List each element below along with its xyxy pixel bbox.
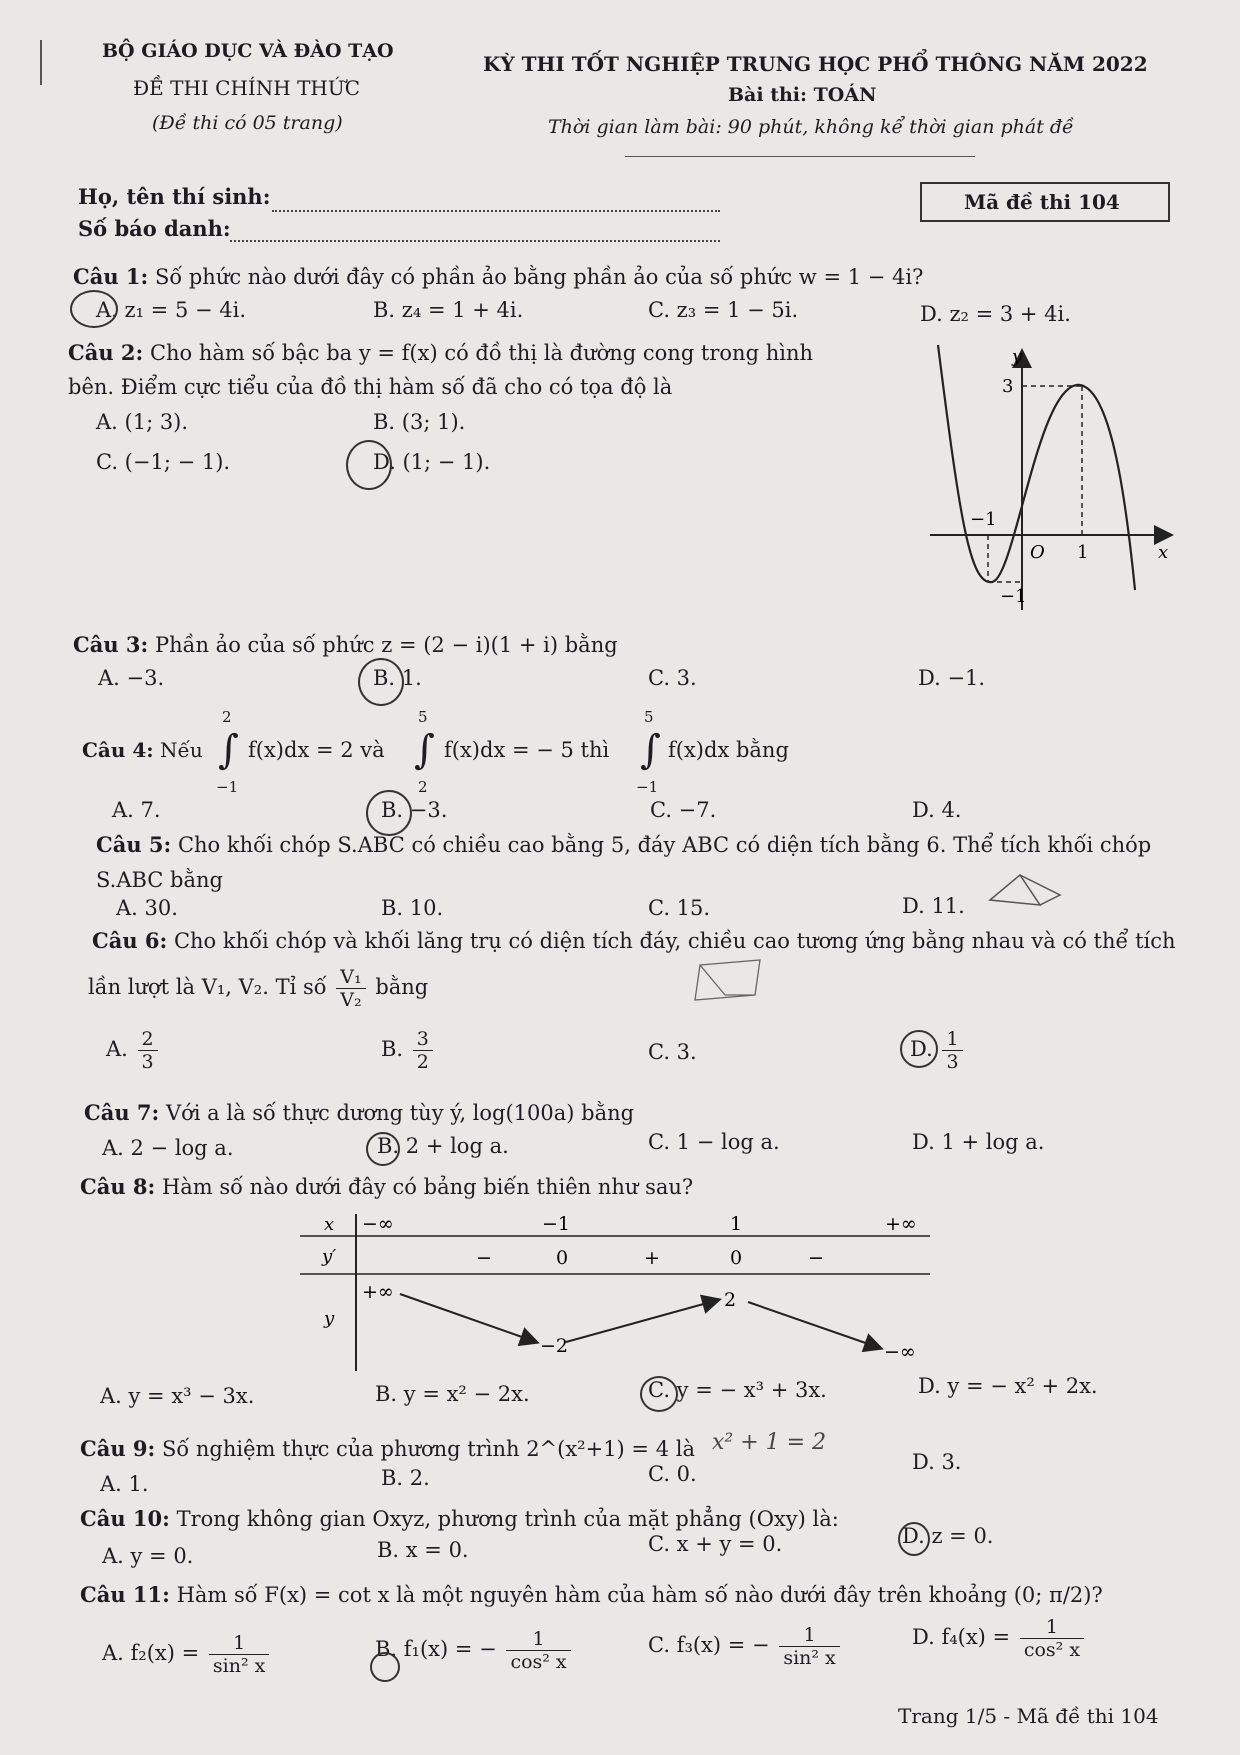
- q11-option-c[interactable]: [648, 1624, 843, 1669]
- q11-option-b[interactable]: [375, 1628, 574, 1673]
- q11-c-pre: C. f₃(x) = −: [648, 1633, 770, 1657]
- q8-variation-table: [300, 1206, 940, 1376]
- q4-answer-mark: [366, 790, 412, 836]
- q5-label: Câu 5:: [96, 832, 172, 857]
- graph-origin: O: [1030, 542, 1045, 563]
- q6-a-num: 2: [138, 1028, 158, 1051]
- q1-option-b[interactable]: B. z₄ = 1 + 4i.: [373, 298, 524, 322]
- q11-a-num: 1: [209, 1632, 269, 1655]
- q5-line2: S.ABC bằng: [96, 868, 223, 892]
- candidate-id-label: Số báo danh:: [78, 216, 231, 241]
- q6-b-frac: [413, 1028, 433, 1073]
- q10-text-row: [80, 1506, 839, 1531]
- graph-tick-minus1-y: −1: [1000, 586, 1027, 607]
- table-y-0: +∞: [362, 1281, 394, 1303]
- table-yp-2: +: [644, 1247, 660, 1269]
- q11-d-pre: D. f₄(x) =: [912, 1625, 1011, 1649]
- q5-line1: [96, 832, 1151, 857]
- q6-a-den: 3: [141, 1051, 154, 1073]
- graph-y-label: y: [1012, 346, 1023, 367]
- q2-answer-mark: [346, 440, 392, 490]
- q7-answer-mark: [366, 1132, 400, 1166]
- table-y-1: −2: [540, 1335, 569, 1357]
- q9-label: Câu 9:: [80, 1436, 156, 1461]
- q4-label: Câu 4:: [82, 738, 154, 762]
- q6-text-2: lần lượt là V₁, V₂. Tỉ số: [88, 975, 327, 999]
- q2-option-b[interactable]: B. (3; 1).: [373, 410, 466, 434]
- q4-option-c[interactable]: C. −7.: [650, 798, 717, 822]
- q6-pencil-sketch: [670, 955, 780, 1030]
- graph-tick-3: 3: [1002, 376, 1014, 397]
- q11-label: Câu 11:: [80, 1582, 170, 1607]
- q3-text: Phần ảo của số phức z = (2 − i)(1 + i) bằng: [154, 633, 618, 657]
- q11-a-pre: A. f₂(x) =: [102, 1641, 200, 1665]
- q4-int3-lower: −1: [636, 778, 659, 796]
- exam-title: KỲ THI TỐT NGHIỆP TRUNG HỌC PHỔ THÔNG NĂM 2022: [483, 52, 1148, 76]
- official-label: ĐỀ THI CHÍNH THỨC: [133, 76, 361, 100]
- q8-label: Câu 8:: [80, 1174, 156, 1199]
- q11-option-d[interactable]: [912, 1616, 1087, 1661]
- q1-label: Câu 1:: [73, 264, 149, 289]
- q10-answer-mark: [898, 1522, 930, 1556]
- q4-int2-text: f(x)dx = − 5 thì: [444, 738, 610, 762]
- table-x-header: x: [324, 1214, 335, 1235]
- q4-int1-text: f(x)dx = 2 và: [248, 738, 385, 762]
- q3-option-c[interactable]: C. 3.: [648, 666, 697, 690]
- q6-b-den: 2: [416, 1051, 429, 1073]
- q5-pencil-sketch: [980, 860, 1090, 920]
- q4-int3-text: f(x)dx bằng: [668, 738, 789, 762]
- q4-int1-lower: −1: [216, 778, 239, 796]
- q7-text: Với a là số thực dương tùy ý, log(100a) bằng: [165, 1101, 635, 1125]
- q5-option-b[interactable]: B. 10.: [381, 896, 444, 920]
- q3-text-row: [73, 632, 618, 657]
- q8-option-c[interactable]: C. y = − x³ + 3x.: [648, 1378, 827, 1402]
- q6-ratio-num: V₁: [336, 966, 365, 989]
- q7-option-b[interactable]: B. 2 + log a.: [377, 1134, 509, 1158]
- table-x-2: 1: [730, 1213, 743, 1235]
- q2-text-1: Cho hàm số bậc ba y = f(x) có đồ thị là đường cong trong hình: [149, 341, 813, 365]
- table-x-3: +∞: [885, 1213, 917, 1235]
- q2-option-c[interactable]: C. (−1; − 1).: [96, 450, 231, 474]
- q6-label: Câu 6:: [92, 928, 168, 953]
- q8-answer-mark: [640, 1376, 678, 1412]
- q9-text: Số nghiệm thực của phương trình 2^(x²+1) = 4 là: [161, 1437, 695, 1461]
- q5-text-1: Cho khối chóp S.ABC có chiều cao bằng 5, đáy ABC có diện tích bằng 6. Thể tích khối chóp: [177, 833, 1152, 857]
- q10-option-d[interactable]: D. z = 0.: [902, 1524, 994, 1548]
- time-note: Thời gian làm bài: 90 phút, không kể thời gian phát đề: [548, 116, 1074, 138]
- q6-a-label: A.: [106, 1037, 128, 1061]
- q6-d-label: D.: [910, 1037, 933, 1061]
- q7-option-d[interactable]: D. 1 + log a.: [912, 1130, 1045, 1154]
- q11-a-frac: [209, 1632, 269, 1677]
- candidate-name-line: [272, 210, 720, 212]
- table-arrow-down-1: [400, 1294, 536, 1342]
- q6-answer-mark: [900, 1030, 938, 1068]
- q9-option-d[interactable]: D. 3.: [912, 1450, 962, 1474]
- q6-b-num: 3: [413, 1028, 433, 1051]
- q4-int3-upper: 5: [644, 708, 654, 726]
- q3-label: Câu 3:: [73, 632, 149, 657]
- q11-option-a[interactable]: [102, 1632, 272, 1677]
- q4-option-d[interactable]: D. 4.: [912, 798, 962, 822]
- header-rule: [625, 156, 975, 157]
- q11-c-den: sin² x: [783, 1647, 836, 1669]
- q9-option-b[interactable]: B. 2.: [381, 1466, 430, 1490]
- q4-integral-1: ∫: [218, 727, 239, 773]
- q10-text: Trong không gian Oxyz, phương trình của mặt phẳng (Oxy) là:: [176, 1507, 839, 1531]
- q11-answer-mark: [370, 1652, 400, 1682]
- q10-option-c[interactable]: C. x + y = 0.: [648, 1532, 783, 1556]
- q5-option-d[interactable]: D. 11.: [902, 894, 965, 918]
- candidate-id-line: [230, 240, 720, 242]
- q6-line2: [88, 966, 428, 1011]
- q6-line1: [92, 928, 1176, 953]
- exam-code: Mã đề thi 104: [964, 190, 1120, 214]
- q10-option-b[interactable]: B. x = 0.: [377, 1538, 469, 1562]
- graph-tick-1: 1: [1077, 542, 1089, 563]
- q2-option-d[interactable]: D. (1; − 1).: [373, 450, 491, 474]
- q6-option-a[interactable]: [106, 1028, 161, 1073]
- q11-d-den: cos² x: [1023, 1639, 1081, 1661]
- q3-option-a[interactable]: A. −3.: [98, 666, 165, 690]
- table-yp-4: −: [808, 1247, 824, 1269]
- q3-answer-mark: [358, 658, 404, 706]
- q6-d-frac: [942, 1028, 962, 1073]
- q5-option-c[interactable]: C. 15.: [648, 896, 711, 920]
- q6-text-2-end: bằng: [375, 975, 429, 999]
- table-yprime-header: y′: [322, 1246, 337, 1267]
- q9-option-a[interactable]: A. 1.: [100, 1472, 149, 1496]
- q4-option-a[interactable]: A. 7.: [112, 798, 161, 822]
- q8-option-a[interactable]: A. y = x³ − 3x.: [100, 1384, 255, 1408]
- q11-a-den: sin² x: [212, 1655, 266, 1677]
- q4-neu: Nếu: [160, 738, 203, 762]
- q6-d-num: 1: [942, 1028, 962, 1051]
- q11-c-frac: [779, 1624, 839, 1669]
- table-y-header: y: [324, 1308, 335, 1329]
- q9-text-row: [80, 1436, 695, 1461]
- q8-text-row: [80, 1174, 693, 1199]
- q2-line2: bên. Điểm cực tiểu của đồ thị hàm số đã cho có tọa độ là: [68, 375, 673, 399]
- q4-int2-upper: 5: [418, 708, 428, 726]
- q6-ratio-den: V₂: [340, 989, 362, 1011]
- q11-b-pre: B. f₁(x) = −: [375, 1637, 497, 1661]
- q3-option-d[interactable]: D. −1.: [918, 666, 986, 690]
- q7-label: Câu 7:: [84, 1100, 160, 1125]
- q2-label: Câu 2:: [68, 340, 144, 365]
- q6-a-frac: [138, 1028, 158, 1073]
- table-yp-0: −: [476, 1247, 492, 1269]
- q11-d-frac: [1020, 1616, 1084, 1661]
- q1-text-row: [73, 264, 923, 289]
- q2-cubic-graph: [920, 340, 1180, 620]
- q2-line1: [68, 340, 813, 365]
- q9-option-c[interactable]: C. 0.: [648, 1462, 697, 1486]
- q11-b-num: 1: [506, 1628, 570, 1651]
- margin-line: [40, 40, 42, 85]
- q9-scribble: x² + 1 = 2: [712, 1430, 827, 1455]
- page-footer: Trang 1/5 - Mã đề thi 104: [898, 1704, 1159, 1728]
- pages-note: (Đề thi có 05 trang): [152, 112, 343, 134]
- table-yp-3: 0: [730, 1247, 743, 1269]
- q10-option-a[interactable]: A. y = 0.: [102, 1544, 194, 1568]
- q11-d-num: 1: [1020, 1616, 1084, 1639]
- table-x-1: −1: [542, 1213, 571, 1235]
- q1-text: Số phức nào dưới đây có phần ảo bằng phần ảo của số phức w = 1 − 4i?: [154, 265, 924, 289]
- ministry-name: BỘ GIÁO DỤC VÀ ĐÀO TẠO: [102, 40, 394, 62]
- q11-b-frac: [506, 1628, 570, 1673]
- q10-label: Câu 10:: [80, 1506, 170, 1531]
- q7-option-c[interactable]: C. 1 − log a.: [648, 1130, 780, 1154]
- graph-x-label: x: [1158, 542, 1169, 563]
- graph-tick-minus1-x: −1: [970, 509, 997, 530]
- table-y-3: −∞: [884, 1341, 916, 1363]
- q6-option-b[interactable]: [381, 1028, 436, 1073]
- candidate-name-label: Họ, tên thí sinh:: [78, 184, 271, 209]
- q7-option-a[interactable]: A. 2 − log a.: [102, 1136, 234, 1160]
- q6-ratio: [336, 966, 365, 1011]
- q6-d-den: 3: [946, 1051, 959, 1073]
- q1-option-c[interactable]: C. z₃ = 1 − 5i.: [648, 298, 799, 322]
- q3-option-b[interactable]: B. 1.: [373, 666, 422, 690]
- q11-text-row: [80, 1582, 1103, 1607]
- table-y-2: 2: [724, 1289, 737, 1311]
- q4-integral-2: ∫: [414, 727, 435, 773]
- q11-b-den: cos² x: [510, 1651, 567, 1673]
- q8-text: Hàm số nào dưới đây có bảng biến thiên như sau?: [161, 1175, 694, 1199]
- q4-integral-3: ∫: [640, 727, 661, 773]
- table-arrow-down-2: [748, 1302, 880, 1348]
- q1-option-d[interactable]: D. z₂ = 3 + 4i.: [920, 302, 1071, 326]
- q11-c-num: 1: [779, 1624, 839, 1647]
- q4-text-row: [82, 738, 203, 762]
- subject-label: Bài thi: TOÁN: [728, 84, 877, 106]
- table-x-0: −∞: [362, 1213, 394, 1235]
- q4-option-b[interactable]: B. −3.: [381, 798, 448, 822]
- q1-answer-mark: [70, 290, 118, 328]
- q11-text: Hàm số F(x) = cot x là một nguyên hàm của hàm số nào dưới đây trên khoảng (0; π/2)?: [176, 1583, 1103, 1607]
- q4-int2-lower: 2: [418, 778, 428, 796]
- q7-text-row: [84, 1100, 634, 1125]
- q8-option-d[interactable]: D. y = − x² + 2x.: [918, 1374, 1098, 1398]
- q6-option-c[interactable]: C. 3.: [648, 1040, 697, 1064]
- q2-option-a[interactable]: A. (1; 3).: [96, 410, 189, 434]
- q1-option-a[interactable]: A. z₁ = 5 − 4i.: [96, 298, 247, 322]
- table-yp-1: 0: [556, 1247, 569, 1269]
- q6-text-1: Cho khối chóp và khối lăng trụ có diện tích đáy, chiều cao tương ứng bằng nhau và có thể tích: [173, 929, 1176, 953]
- table-arrow-up: [566, 1300, 718, 1342]
- q4-int1-upper: 2: [222, 708, 232, 726]
- q6-b-label: B.: [381, 1037, 404, 1061]
- q8-option-b[interactable]: B. y = x² − 2x.: [375, 1382, 530, 1406]
- q5-option-a[interactable]: A. 30.: [116, 896, 178, 920]
